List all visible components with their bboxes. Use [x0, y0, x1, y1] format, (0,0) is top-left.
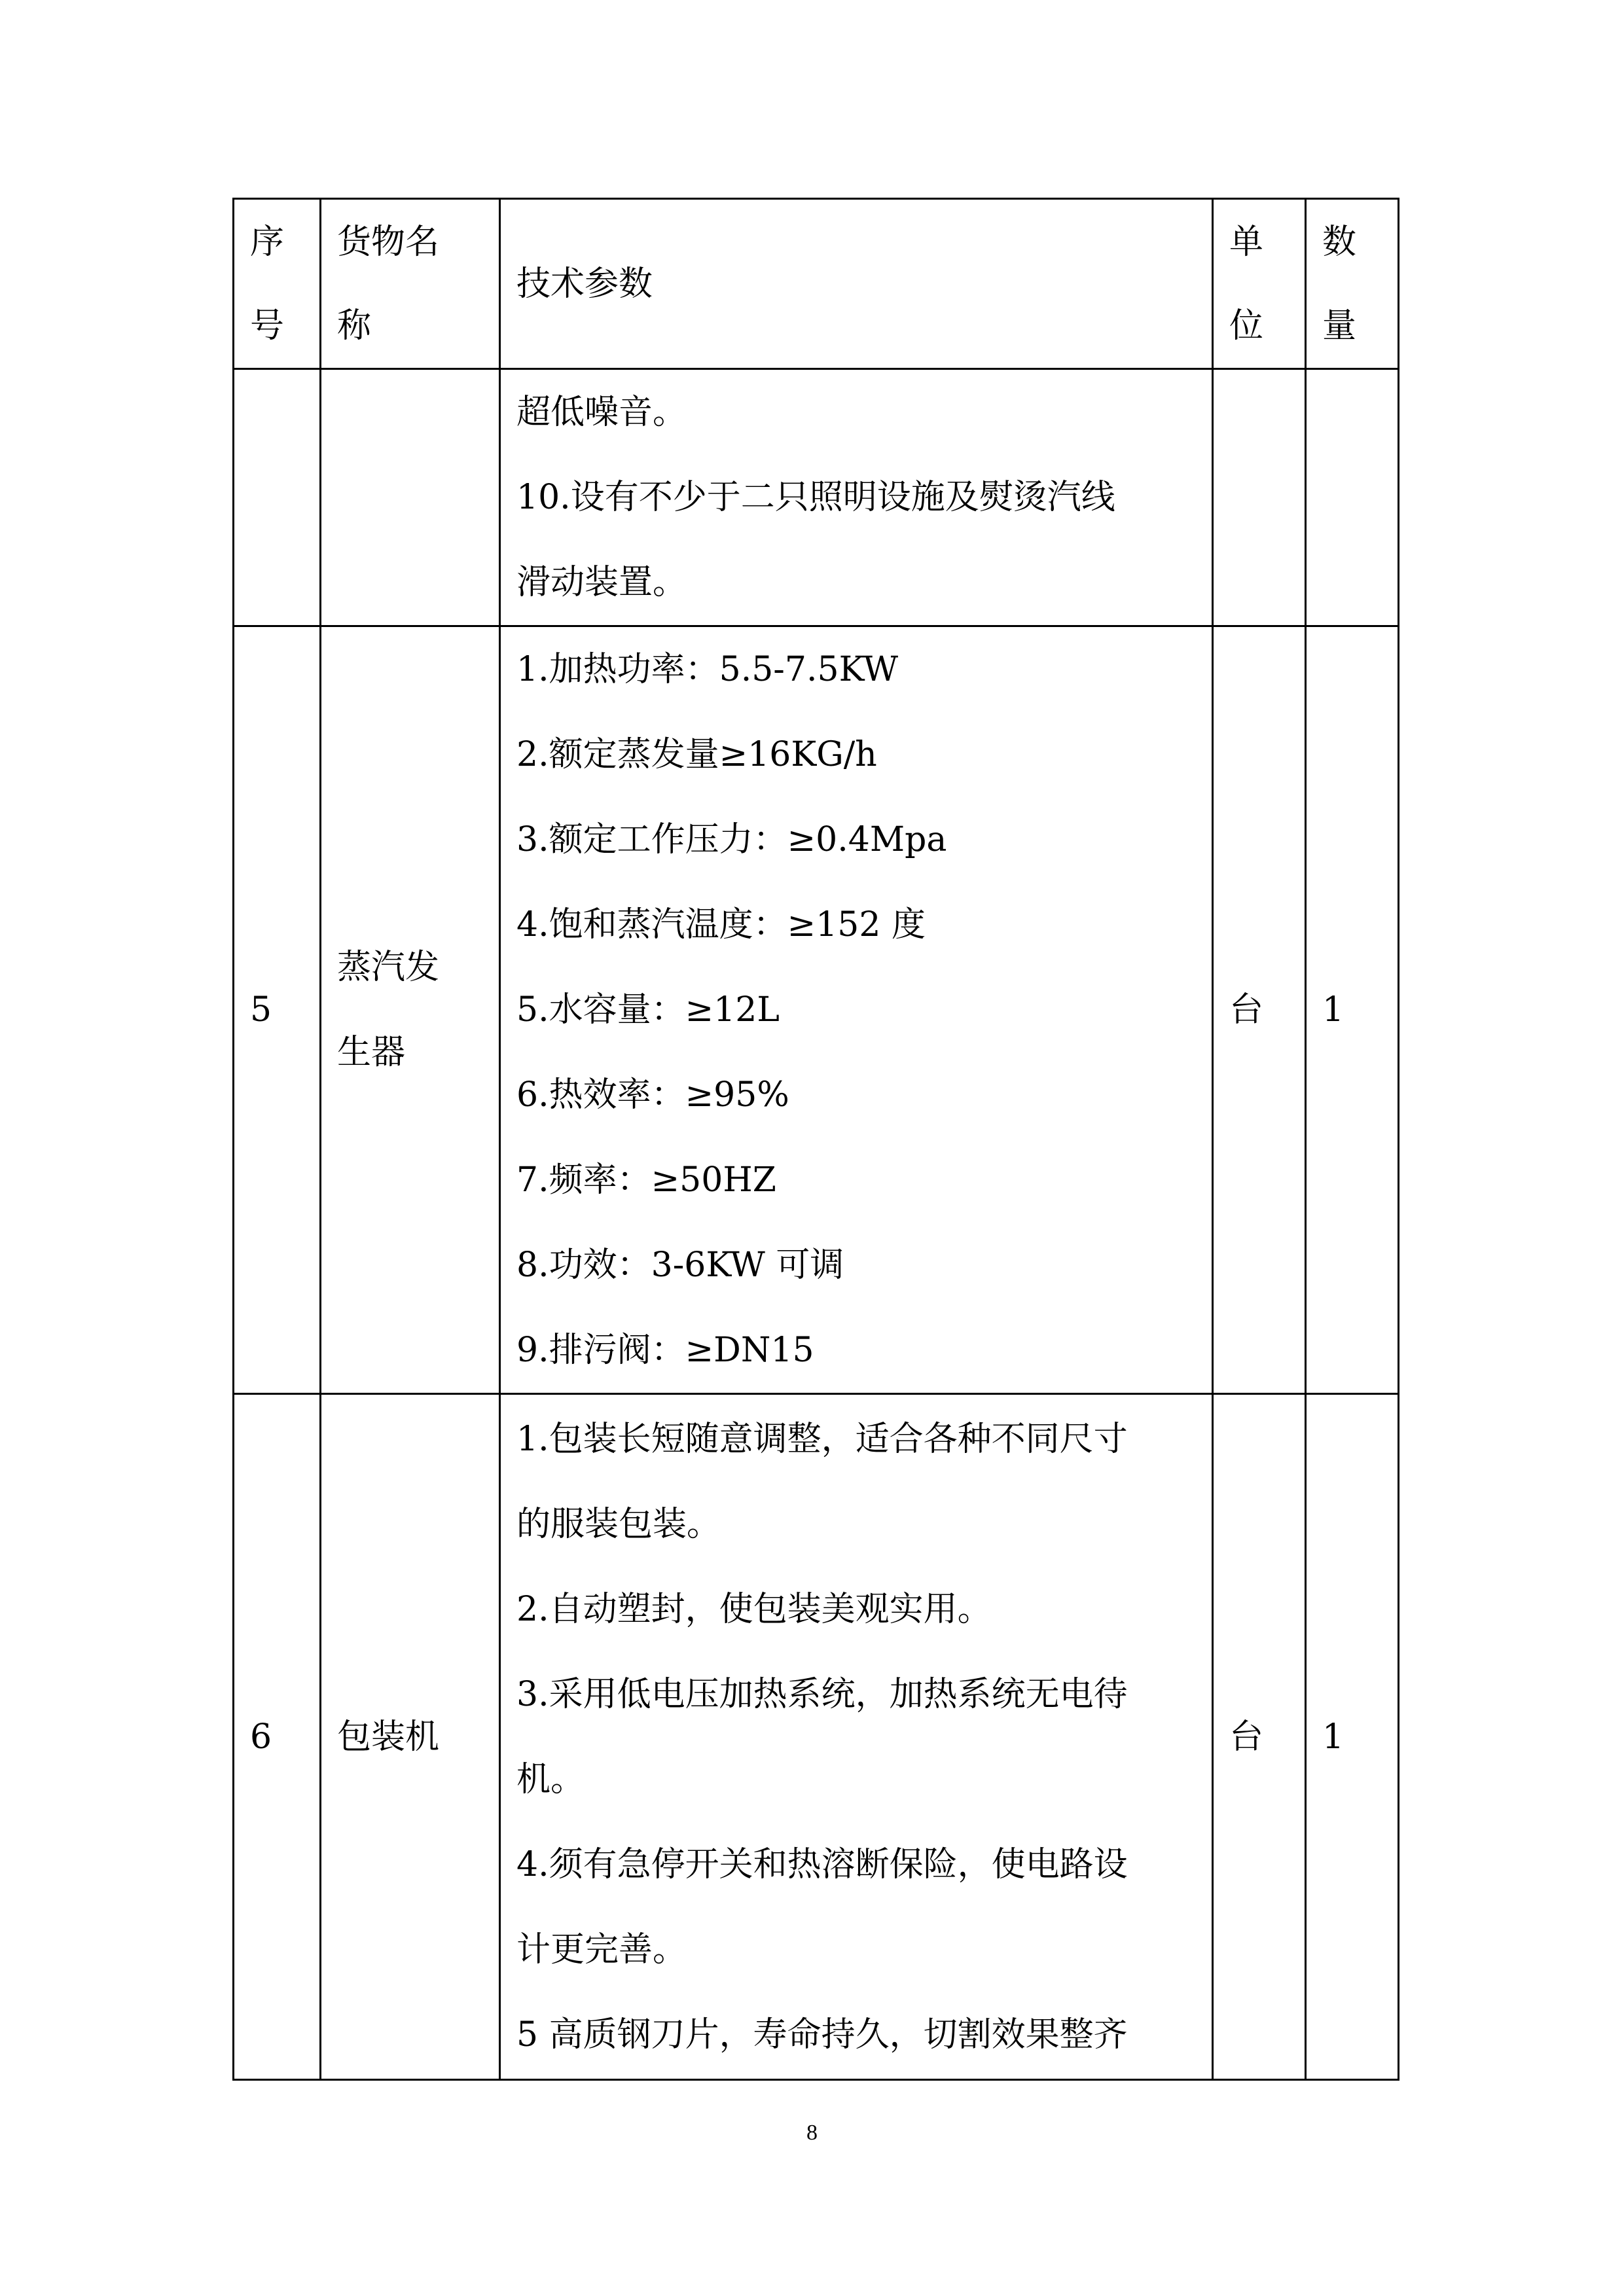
row-qty	[1306, 369, 1399, 626]
table-row	[234, 1394, 1399, 2080]
header-unit-line: 位	[1229, 306, 1264, 346]
table-row	[234, 369, 1399, 626]
table-header-row	[234, 199, 1399, 369]
header-index-line: 号	[250, 306, 285, 346]
param-line: 6.热效率：≥95%	[516, 1075, 789, 1115]
row-params	[500, 369, 1213, 626]
row-name-line: 生器	[337, 1033, 406, 1072]
header-qty-line: 数	[1322, 222, 1357, 262]
param-line: 滑动装置。	[516, 563, 687, 602]
param-line: 9.排污阀：≥DN15	[516, 1331, 814, 1370]
spec-table	[232, 198, 1399, 2081]
header-qty-line: 量	[1322, 306, 1357, 346]
row-index: 6	[234, 1394, 321, 2080]
row-qty: 1	[1306, 1394, 1399, 2080]
param-line: 1.包装长短随意调整，适合各种不同尺寸	[516, 1419, 1128, 1459]
row-name	[321, 369, 500, 626]
row-name-line: 包装机	[337, 1717, 440, 1757]
param-line: 2.额定蒸发量≥16KG/h	[516, 735, 877, 774]
param-line: 计更完善。	[516, 1929, 687, 1969]
param-line: 7.频率：≥50HZ	[516, 1160, 776, 1200]
row-index	[234, 369, 321, 626]
param-line: 3.采用低电压加热系统，加热系统无电待	[516, 1674, 1128, 1714]
param-line: 1.加热功率：5.5-7.5KW	[516, 650, 899, 689]
header-unit-line: 单	[1229, 222, 1264, 262]
row-name-line: 蒸汽发	[337, 948, 440, 987]
param-line: 5.水容量：≥12L	[516, 990, 780, 1030]
row-params	[500, 626, 1213, 1394]
header-index-line: 序	[250, 222, 285, 262]
param-line: 机。	[516, 1759, 585, 1799]
param-line: 5 高质钢刀片，寿命持久，切割效果整齐	[516, 2015, 1128, 2054]
param-line: 4.饱和蒸汽温度：≥152 度	[516, 905, 926, 944]
header-name-line: 称	[337, 306, 372, 346]
row-unit	[1213, 369, 1306, 626]
row-params	[500, 1394, 1213, 2080]
header-name	[321, 199, 500, 369]
table-row	[234, 626, 1399, 1394]
page-number: 8	[806, 2121, 818, 2145]
header-name-line: 货物名	[337, 222, 440, 262]
header-params: 技术参数	[500, 199, 1213, 369]
header-unit	[1213, 199, 1306, 369]
row-qty: 1	[1306, 626, 1399, 1394]
param-line: 3.额定工作压力：≥0.4Mpa	[516, 820, 947, 859]
param-line: 8.功效：3-6KW 可调	[516, 1246, 844, 1285]
row-index: 5	[234, 626, 321, 1394]
param-line: 超低噪音。	[516, 393, 687, 432]
row-unit: 台	[1213, 1394, 1306, 2080]
param-line: 2.自动塑封，使包装美观实用。	[516, 1589, 992, 1629]
row-unit: 台	[1213, 626, 1306, 1394]
header-qty	[1306, 199, 1399, 369]
row-name	[321, 626, 500, 1394]
param-line: 4.须有急停开关和热溶断保险，使电路设	[516, 1844, 1128, 1884]
param-line: 10.设有不少于二只照明设施及熨烫汽线	[516, 478, 1115, 517]
param-line: 的服装包装。	[516, 1504, 721, 1544]
row-name	[321, 1394, 500, 2080]
header-index	[234, 199, 321, 369]
